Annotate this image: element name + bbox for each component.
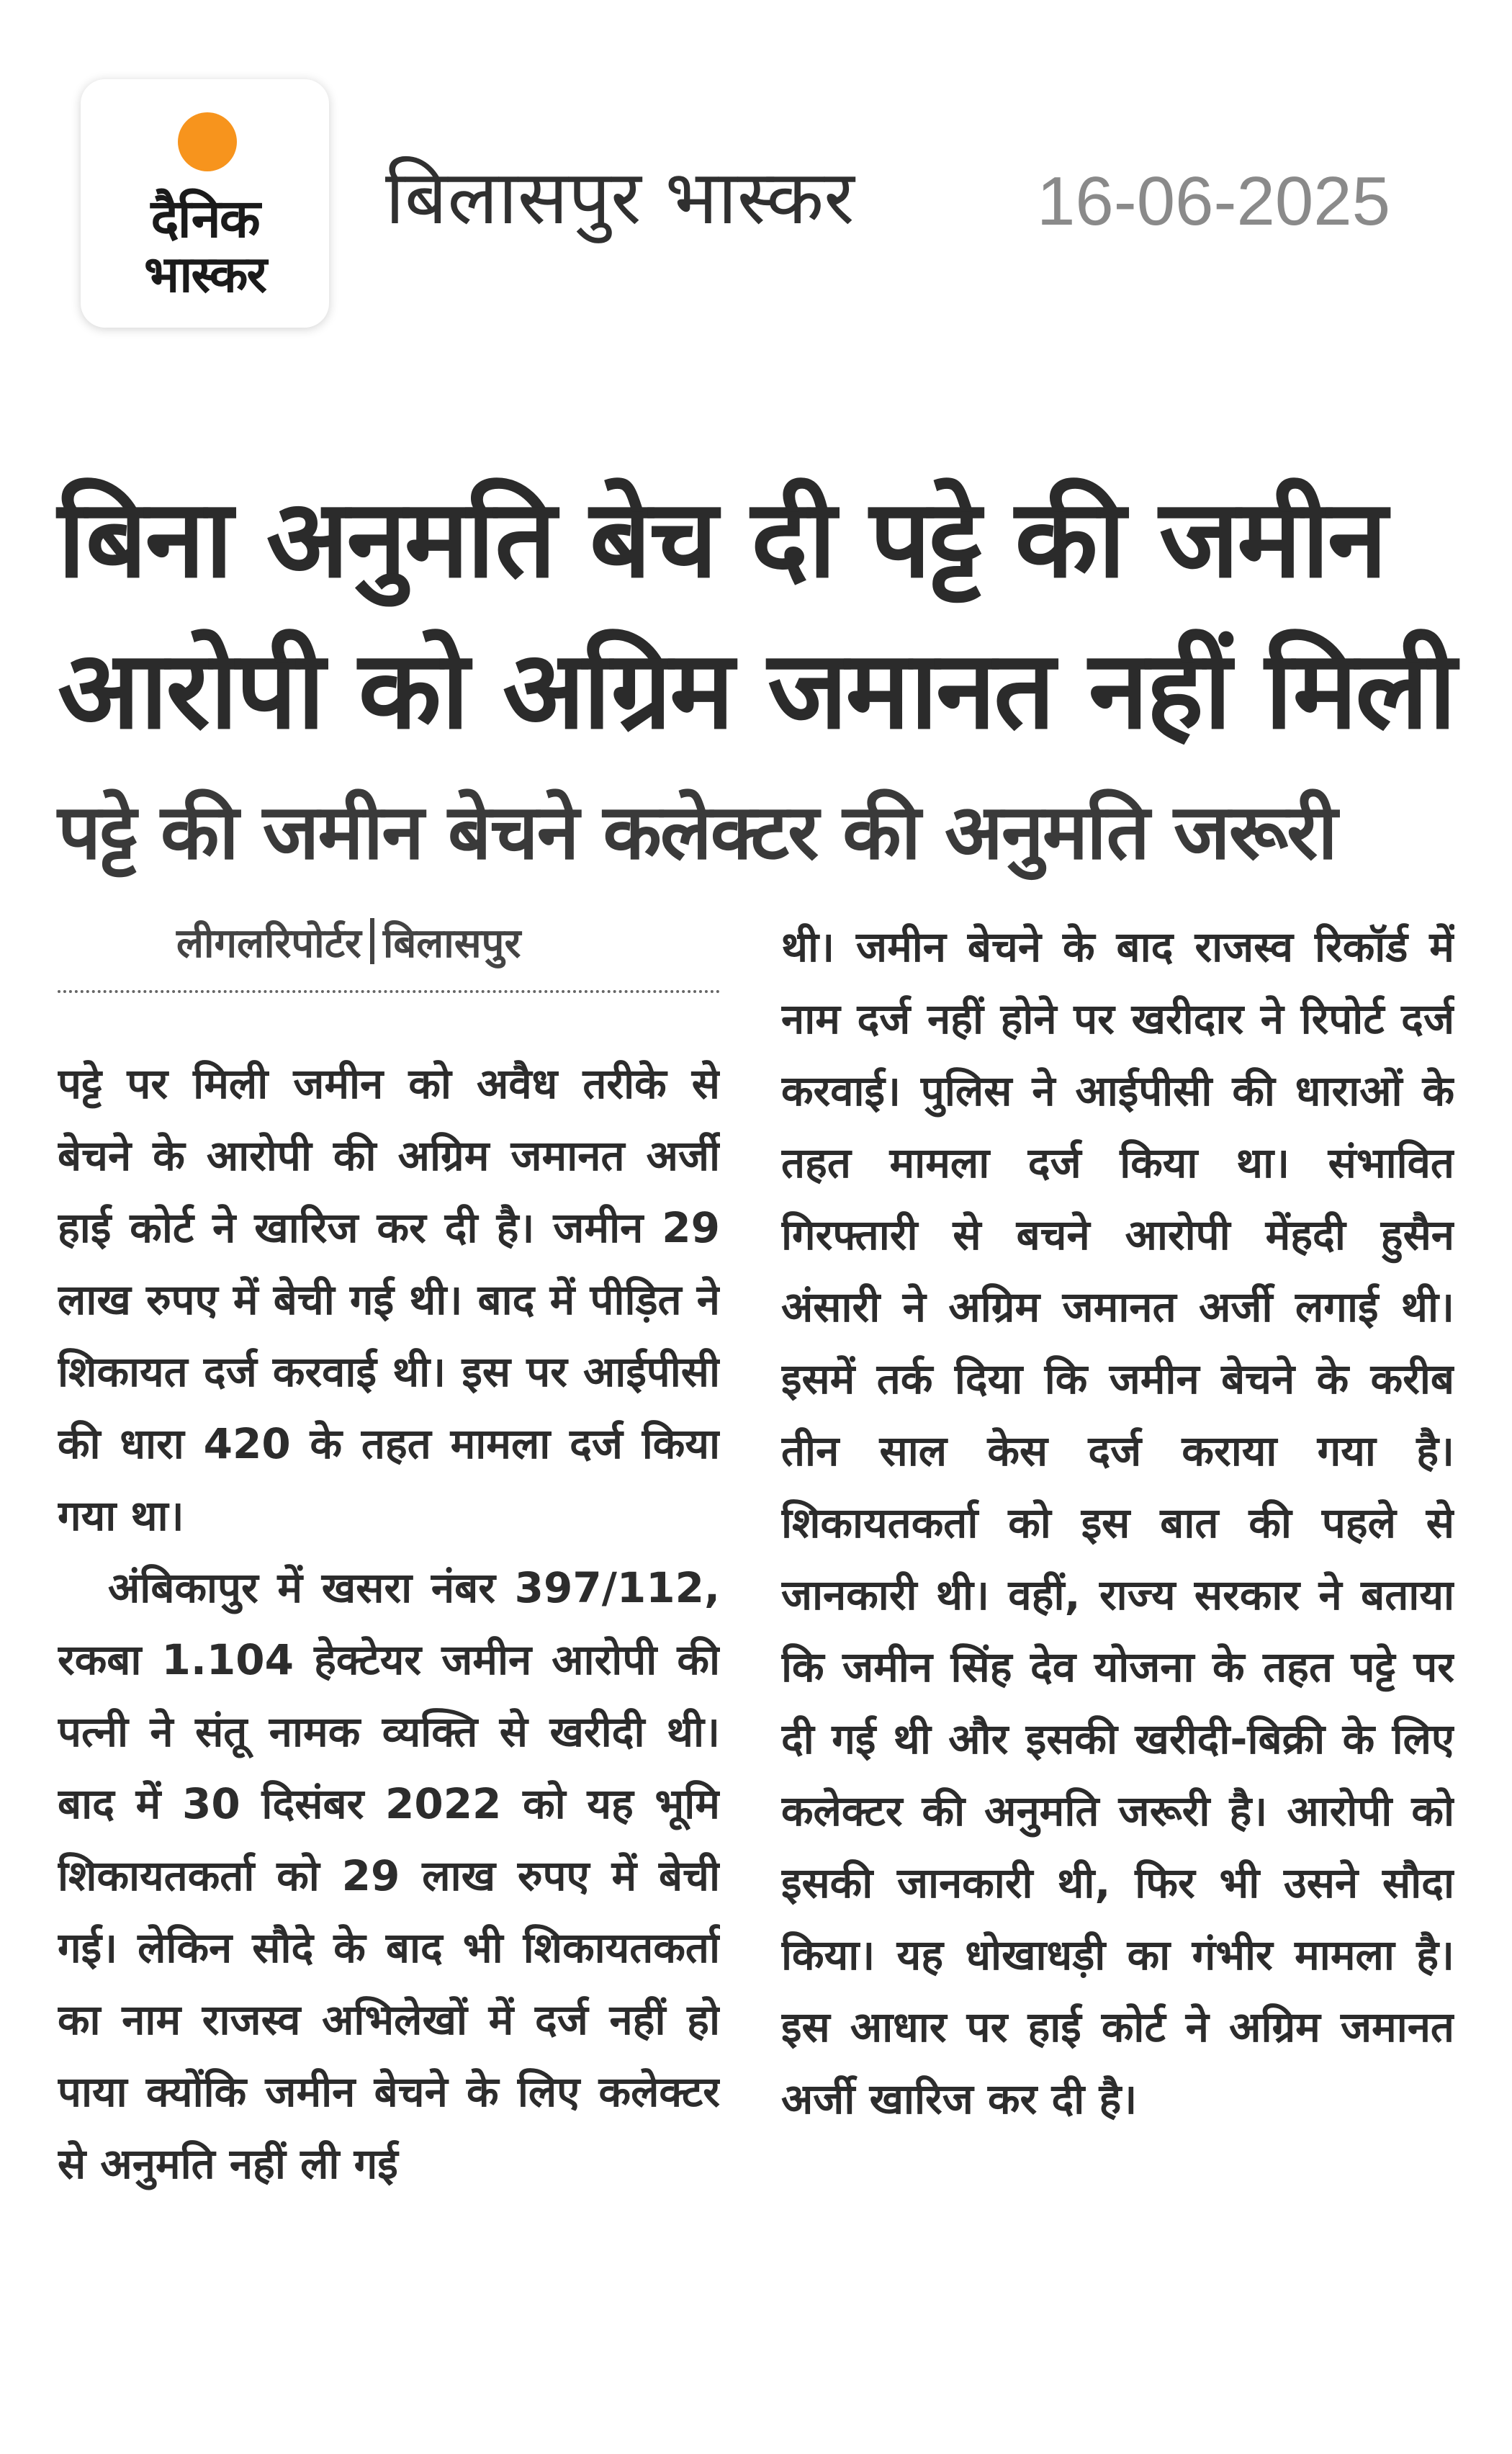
article-column-left bbox=[58, 1048, 720, 2416]
byline-city: बिलासपुर bbox=[382, 920, 521, 967]
edition-name: बिलासपुर भास्कर bbox=[385, 153, 855, 241]
dainik-bhaskar-logo[interactable] bbox=[81, 79, 329, 328]
byline-divider bbox=[58, 990, 720, 993]
sub-headline: पट्टे की जमीन बेचने कलेक्टर की अनुमति जरूरी bbox=[58, 788, 1336, 876]
byline bbox=[176, 914, 521, 969]
article-paragraph-1: पट्टे पर मिली जमीन को अवैध तरीके से बेचने के आरोपी की अग्रिम जमानत अर्जी हाई कोर्ट ने खारिज कर दी है। जमीन 29 लाख रुपए में बेची गई थी। बाद में पीड़ित ने शिकायत दर्ज करवाई थी। इस पर आईपीसी की धारा 420 के तहत मामला दर्ज किया गया था। bbox=[58, 1059, 720, 1540]
article-column-right bbox=[781, 911, 1454, 2416]
page-header bbox=[0, 0, 1512, 360]
article-paragraph-2: अंबिकापुर में खसरा नंबर 397/112, रकबा 1.104 हेक्टेयर जमीन आरोपी की पत्नी ने संतू नामक व्यक्ति से खरीदी थी। बाद में 30 दिसंबर 2022 को यह भूमि शिकायतकर्ता को 29 लाख रुपए में बेची गई। लेकिन सौदे के बाद भी शिकायतकर्ता का नाम राजस्व अभिलेखों में दर्ज नहीं हो पाया क्योंकि जमीन बेचने के लिए कलेक्टर से अनुमति नहीं ली गई bbox=[58, 1563, 720, 2188]
headline-line-1: बिना अनुमति बेच दी पट्टे की जमीन bbox=[58, 477, 1385, 602]
headline-line-2: आरोपी को अग्रिम जमानत नहीं मिली bbox=[58, 628, 1454, 753]
byline-reporter: लीगलरिपोर्टर bbox=[176, 920, 361, 967]
logo-text-line2: भास्कर bbox=[144, 245, 266, 304]
byline-separator bbox=[370, 918, 374, 964]
logo-text-line1: दैनिक bbox=[150, 188, 259, 250]
sun-icon bbox=[178, 112, 237, 171]
article-paragraph-3: थी। जमीन बेचने के बाद राजस्व रिकॉर्ड में नाम दर्ज नहीं होने पर खरीदार ने रिपोर्ट दर्ज करवाई। पुलिस ने आईपीसी की धाराओं के तहत मामला दर्ज किया था। संभावित गिरफ्तारी से बचने आरोपी मेंहदी हुसैन अंसारी ने अग्रिम जमानत अर्जी लगाई थी। इसमें तर्क दिया कि जमीन बेचने के करीब तीन साल केस दर्ज कराया गया है। शिकायतकर्ता को इस बात की पहले से जानकारी थी। वहीं, राज्य सरकार ने बताया कि जमीन सिंह देव योजना के तहत पट्टे पर दी गई थी और इसकी खरीदी-बिक्री के लिए कलेक्टर की अनुमति जरूरी है। आरोपी को इसकी जानकारी थी, फिर भी उसने सौदा किया। यह धोखाधड़ी का गंभीर मामला है। इस आधार पर हाई कोर्ट ने अग्रिम जमानत अर्जी खारिज कर दी है। bbox=[781, 922, 1454, 2123]
edition-date: 16-06-2025 bbox=[1037, 163, 1391, 240]
